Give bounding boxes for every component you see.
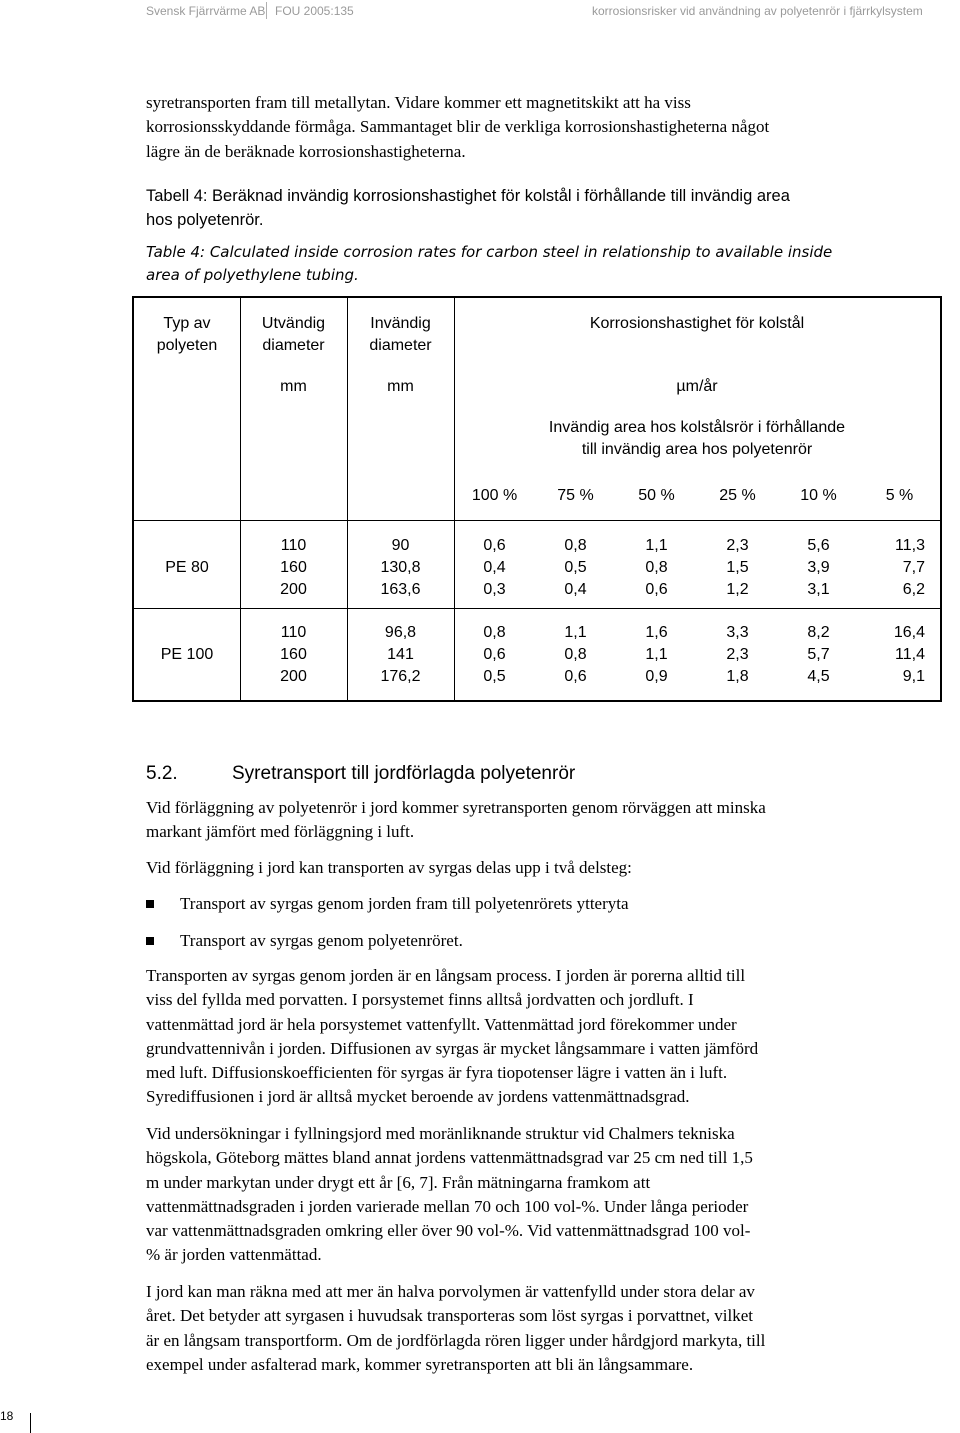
cell-value: 1,1	[564, 624, 587, 641]
cell-value: 11,4	[895, 646, 925, 663]
cell-value: 3,3	[726, 624, 749, 641]
header-title: korrosionsrisker vid användning av polyetenrör i fjärrkylsystem	[592, 4, 923, 18]
cell-value: 1,1	[645, 646, 668, 663]
intro-line: lägre än de beräknade korrosionshastigheterna.	[146, 141, 466, 161]
cell-value: 160	[280, 559, 307, 576]
caption-line: hos polyetenrör.	[146, 211, 264, 229]
text-line: är en långsam transportform. Om de jordförlagda rören ligger under hårdgjord markyta, till	[146, 1330, 766, 1350]
rate-column	[859, 622, 925, 688]
col-header-corrosion-rate: Korrosionshastighet för kolstål	[589, 315, 805, 332]
cell-value: 141	[387, 646, 414, 663]
cell-value: 0,6	[483, 537, 506, 554]
cell-value: 160	[280, 646, 307, 663]
paragraph	[146, 796, 906, 845]
cell-value: 130,8	[380, 559, 421, 576]
percent-header: 75 %	[557, 487, 594, 504]
rate-column	[616, 622, 697, 688]
col-header-type	[134, 313, 240, 357]
bullet-text: Transport av syrgas genom jorden fram till polyetenrörets ytteryta	[180, 894, 629, 913]
text-line: året. Det betyder att syrgasen i huvudsak transporteras som löst syrgas i porvattnet, vilket	[146, 1306, 753, 1326]
table-caption-english	[146, 241, 916, 286]
text-line: grundvattennivån i jorden. Diffusionen av syrgas är mycket långsammare i vatten jämförd	[146, 1038, 759, 1058]
header-text: polyeten	[156, 337, 218, 354]
cell-value: 7,7	[902, 559, 925, 576]
cell-value: 0,4	[564, 581, 587, 598]
cell-value: 8,2	[807, 624, 830, 641]
cell-value: 163,6	[380, 581, 421, 598]
col-header-outer-diameter	[240, 313, 347, 357]
rate-column	[535, 622, 616, 688]
caption-line: area of polyethylene tubing.	[146, 265, 359, 284]
text-line: m under markytan under drygt ett år [6, 7]. Från mätningarna framkom att	[146, 1172, 651, 1192]
rate-column	[535, 535, 616, 601]
text-line: Syrediffusionen i jord är alltså mycket beroende av jordens vattenmättnadsgrad.	[146, 1087, 690, 1107]
cell-value: 5,7	[807, 646, 830, 663]
cell-value: 1,1	[645, 537, 668, 554]
header-text: diameter	[262, 337, 325, 354]
percent-header: 50 %	[638, 487, 675, 504]
rate-column	[454, 535, 535, 601]
row-type-pe80: PE 80	[165, 559, 209, 576]
note-line: Invändig area hos kolstålsrör i förhållande	[548, 419, 846, 436]
unit-rate: µm/år	[676, 378, 718, 395]
cell-value: 110	[280, 537, 307, 554]
row-outer-diameters	[240, 535, 347, 601]
text-line: vattenmättad jord är hela porsystemet vattenfyllt. Vattenmättad jord förekommer under	[146, 1014, 737, 1034]
unit-inner: mm	[387, 378, 414, 395]
paragraph	[146, 1280, 906, 1377]
paragraph	[146, 856, 906, 880]
section-number: 5.2.	[146, 763, 178, 784]
rate-column	[859, 535, 925, 601]
row-inner-diameters	[347, 622, 454, 688]
percent-header: 5 %	[885, 487, 914, 504]
cell-value: 200	[280, 668, 307, 685]
unit-outer: mm	[280, 378, 307, 395]
rate-column	[778, 535, 859, 601]
cell-value: 0,6	[483, 646, 506, 663]
text-line: % är jorden vattenmättad.	[146, 1245, 322, 1265]
note-line: till invändig area hos polyetenrör	[581, 441, 813, 458]
percent-header: 25 %	[719, 487, 756, 504]
text-line: med luft. Diffusionskoefficienten för syrgas är fyra tiopotenser lägre i vatten än i luft.	[146, 1063, 728, 1083]
cell-value: 0,9	[645, 668, 668, 685]
row-divider	[134, 608, 940, 609]
section-title: Syretransport till jordförlagda polyetenrör	[232, 763, 576, 784]
cell-value: 3,1	[807, 581, 830, 598]
bullet-text: Transport av syrgas genom polyetenröret.	[180, 931, 463, 950]
text-line: vattenmättnadsgraden i jorden varierade mellan 70 och 100 vol-%. Under långa perioder	[146, 1196, 749, 1216]
cell-value: 1,6	[645, 624, 668, 641]
cell-value: 1,5	[726, 559, 749, 576]
cell-value: 0,5	[483, 668, 506, 685]
cell-value: 2,3	[726, 646, 749, 663]
header-report: FOU 2005:135	[275, 4, 354, 18]
intro-line: korrosionsskyddande förmåga. Sammantaget blir de verkliga korrosionshastigheterna något	[146, 117, 770, 137]
rate-column	[697, 622, 778, 688]
intro-paragraph	[146, 91, 906, 164]
text-line: I jord kan man räkna med att mer än halva porvolymen är vattenfylld under stora delar av	[146, 1282, 755, 1301]
cell-value: 11,3	[895, 537, 925, 554]
header-text: Invändig	[370, 315, 431, 332]
cell-value: 5,6	[807, 537, 830, 554]
text-line: viss del fyllda med porvatten. I porsystemet finns alltså jordvatten och jordluft. I	[146, 990, 694, 1010]
cell-value: 0,6	[645, 581, 668, 598]
cell-value: 0,5	[564, 559, 587, 576]
paragraph	[146, 1122, 906, 1268]
text-line: Transporten av syrgas genom jorden är en långsam process. I jorden är porerna alltid till	[146, 966, 746, 985]
text-line: Vid förläggning i jord kan transporten av syrgas delas upp i två delsteg:	[146, 858, 632, 877]
cell-value: 9,1	[902, 668, 925, 685]
cell-value: 16,4	[893, 624, 925, 641]
header-divider	[266, 2, 267, 19]
cell-value: 3,9	[807, 559, 830, 576]
cell-value: 6,2	[902, 581, 925, 598]
cell-value: 90	[391, 537, 410, 554]
caption-line: Table 4: Calculated inside corrosion rates for carbon steel in relationship to available inside	[146, 243, 833, 261]
corrosion-rate-table	[132, 296, 942, 702]
cell-value: 4,5	[807, 668, 830, 685]
text-line: var vattenmättnadsgraden omkring eller över 90 vol-%. Vid vattenmättnadsgrad 100 vol-	[146, 1221, 751, 1241]
area-note	[454, 417, 940, 461]
cell-value: 0,8	[564, 646, 587, 663]
row-inner-diameters	[347, 535, 454, 601]
header-text: Utvändig	[261, 315, 326, 332]
page-number-divider	[30, 1413, 31, 1433]
rate-column	[616, 535, 697, 601]
text-line: Vid undersökningar i fyllningsjord med moränliknande struktur vid Chalmers tekniska	[146, 1124, 735, 1143]
rate-column	[454, 622, 535, 688]
cell-value: 0,3	[483, 581, 506, 598]
percent-header: 100 %	[471, 487, 518, 504]
page-header	[0, 0, 960, 22]
cell-value: 110	[280, 624, 307, 641]
cell-value: 0,8	[564, 537, 587, 554]
header-text: diameter	[369, 337, 432, 354]
row-outer-diameters	[240, 622, 347, 688]
text-line: Vid förläggning av polyetenrör i jord kommer syretransporten genom rörväggen att minska	[146, 798, 766, 817]
table-caption-swedish	[146, 184, 916, 232]
page-number: 18	[0, 1409, 14, 1423]
intro-line: syretransporten fram till metallytan. Vidare kommer ett magnetitskikt att ha viss	[146, 93, 691, 112]
text-line: markant jämfört med förläggning i luft.	[146, 822, 415, 842]
header-org: Svensk Fjärrvärme AB	[146, 4, 266, 18]
header-text: Typ av	[163, 315, 211, 332]
cell-value: 2,3	[726, 537, 749, 554]
cell-value: 96,8	[384, 624, 417, 641]
row-type-pe100: PE 100	[160, 646, 214, 663]
rate-column	[697, 535, 778, 601]
bullet-square-icon	[146, 937, 154, 945]
cell-value: 200	[280, 581, 307, 598]
rate-column	[778, 622, 859, 688]
col-header-inner-diameter	[347, 313, 454, 357]
text-line: högskola, Göteborg mättes bland annat jordens vattenmättnadsgrad var 25 cm ned till 1,5	[146, 1148, 753, 1168]
cell-value: 0,8	[645, 559, 668, 576]
cell-value: 0,6	[564, 668, 587, 685]
cell-value: 1,8	[726, 668, 749, 685]
caption-line: Tabell 4: Beräknad invändig korrosionshastighet för kolstål i förhållande till invändig area	[146, 187, 790, 205]
cell-value: 176,2	[380, 668, 421, 685]
cell-value: 1,2	[726, 581, 749, 598]
cell-value: 0,8	[483, 624, 506, 641]
cell-value: 0,4	[483, 559, 506, 576]
percent-header: 10 %	[800, 487, 837, 504]
paragraph	[146, 964, 906, 1110]
bullet-square-icon	[146, 900, 154, 908]
text-line: exempel under asfalterad mark, kommer syretransporten att bli än långsammare.	[146, 1354, 694, 1374]
header-bottom-rule	[134, 520, 940, 521]
